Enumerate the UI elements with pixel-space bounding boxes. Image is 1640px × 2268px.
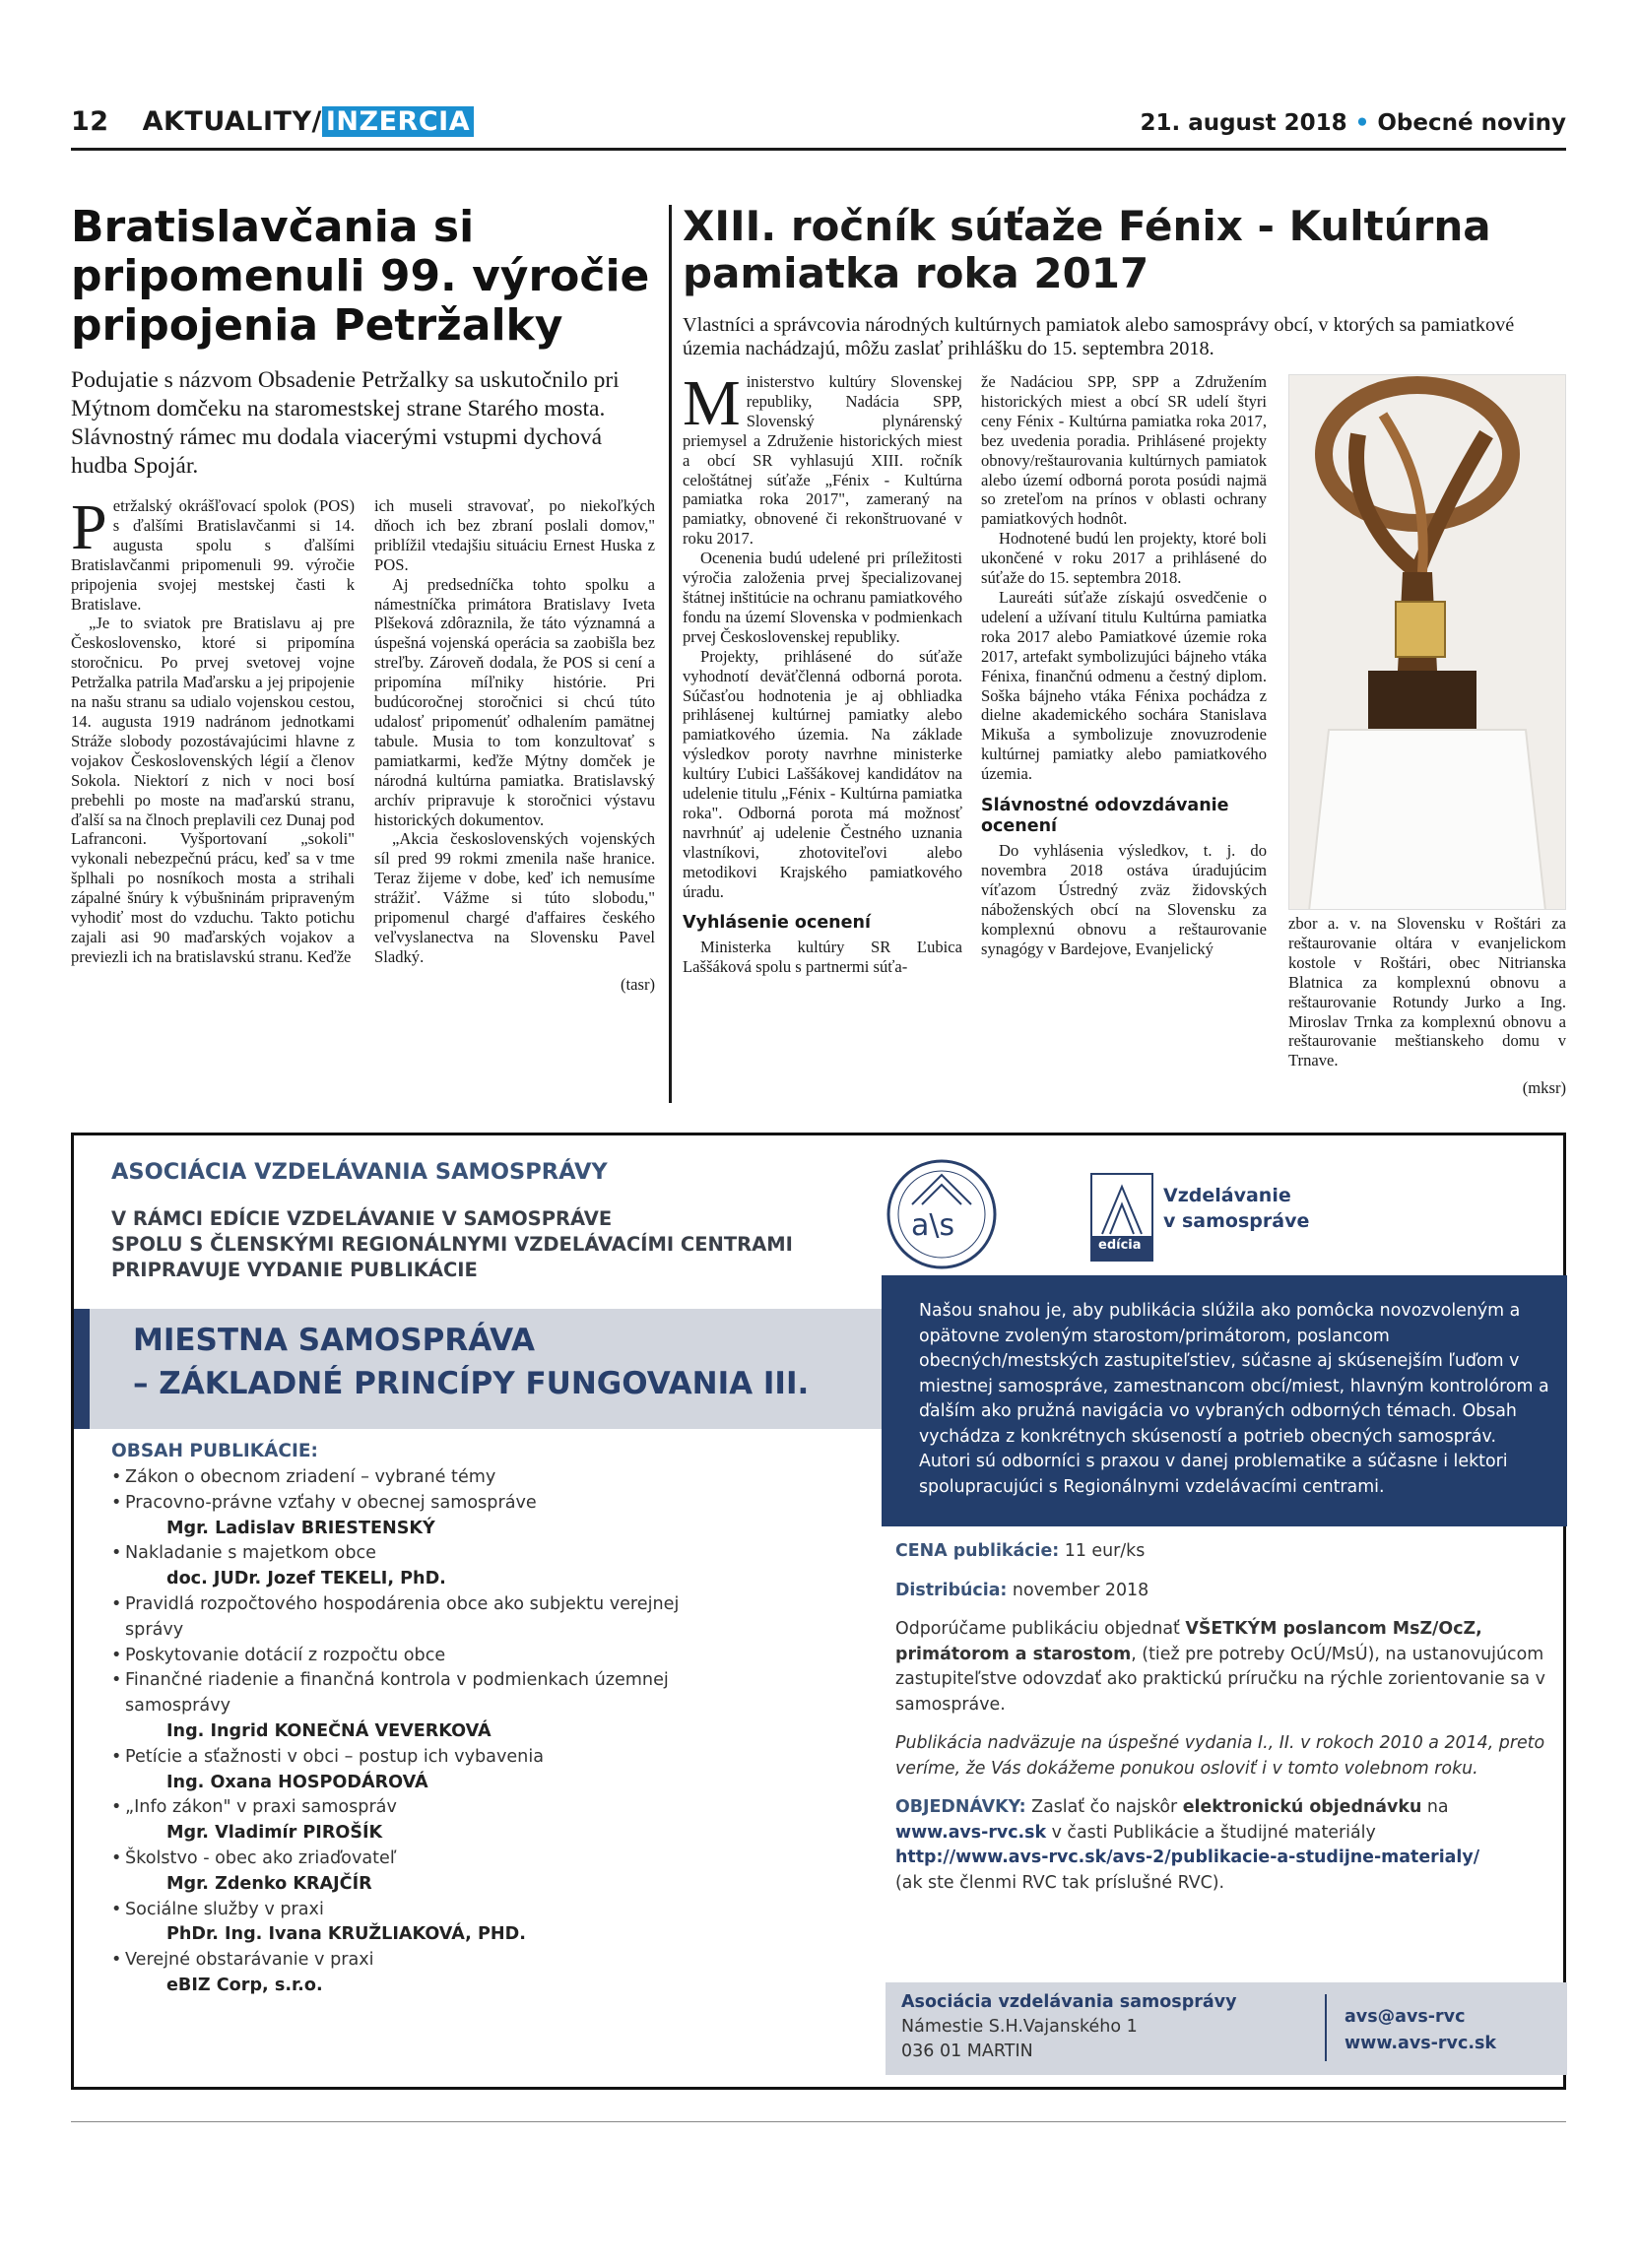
- header-right: [1140, 110, 1566, 136]
- orders-info: OBJEDNÁVKY: Zaslať čo najskôr elektronickú objednávku na www.avs-rvc.sk v časti Publikácie a študijné materiály http://www.avs-rvc.sk/avs-2/publikacie-a-studijne-materialy/ (ak ste členmi RVC tak príslušné RVC).: [895, 1797, 1480, 1893]
- series-note: Publikácia nadväzuje na úspešné vydania I., II. v rokoch 2010 a 2014, preto veríme, že Vás dokážeme ponukou osloviť i v tomto volebnom roku.: [895, 1733, 1545, 1779]
- article-paragraph: Hodnotené budú len projekty, ktoré boli ukončené v roku 2017 a prihlásené do súťaže do 15. septembra 2018.: [981, 529, 1267, 588]
- article-paragraph: zbor a. v. na Slovensku v Roštári za reštaurovanie oltára v evanjelickom kostole v Roštári, obec Nitrianska Blatnica za komplexnú obnovu a reštaurovanie Rotundy Jurko a Ing. Miroslav Trnka za komplexnú obnovu a reštaurovanie meštianskeho domu v Trnave.: [1288, 914, 1566, 1070]
- publication-title-band: [74, 1309, 929, 1429]
- ad-organization: ASOCIÁCIA VZDELÁVANIA SAMOSPRÁVY: [111, 1159, 608, 1185]
- publication-title-1: MIESTNA SAMOSPRÁVA: [133, 1323, 535, 1358]
- contents-item: samosprávy: [125, 1696, 231, 1717]
- postal-address: Asociácia vzdelávania samosprávy Námestie S.H.Vajanského 1 036 01 MARTIN: [901, 1992, 1237, 2061]
- article-paragraph: „Je to sviatok pre Bratislavu aj pre Československo, ktoré si pripomína storočnicu. Po prvej svetovej vojne Petržalka patrila Maďarsku a jej pripojenie na našu stranu sa udialo vojenskou cestou, 14. augusta 1919 nadránom jednotkami Stráže slobody pozostávajúcimi hlavne z vojakov Československých légií a členov Sokola. Niektorí z nich v noci bosí prebehli po moste na maďarskú stranu, ďalší sa na člnoch preplavili cez Dunaj pod Lafranconi. Vyšportovaní „sokoli" vykonali nebezpečnú prácu, keď sa v tme šplhali po nosníkoch mosta a strihali zápalné šnúry k výbušninám pripraveným vyhodiť most do vzduchu. Takto potichu zajali asi 90 maďarských vojakov a previezli ich na bratislavskú stranu. Keďže: [71, 614, 355, 966]
- left-article-title: Bratislavčania si pripomenuli 99. výročie pripojenia Petržalky: [71, 202, 650, 351]
- article-paragraph: Ministerka kultúry SR Ľubica Laššáková spolu s partnermi súťa-: [683, 938, 962, 977]
- ad-logos: [868, 1155, 1311, 1273]
- article-paragraph: ich museli stravovať, po niekoľkých dňoch ich bez zbraní poslali domov," priblížil vtedajšiu situáciu Ernest Huska z POS.: [374, 496, 655, 574]
- subheading: Slávnostné odovzdávanie ocenení: [981, 796, 1229, 837]
- right-article-col-1: [683, 367, 962, 977]
- right-article-lead: Vlastníci a správcovia národných kultúrnych pamiatok alebo samosprávy obcí, v ktorých sa pamiatkové územia nachádzajú, môžu zaslať prihlášku do 15. septembra 2018.: [683, 314, 1515, 359]
- contents-item: • Poskytovanie dotácií z rozpočtu obce: [111, 1644, 860, 1669]
- website-link[interactable]: www.avs-rvc.sk: [895, 1822, 1047, 1843]
- separator-dot: •: [1354, 110, 1370, 136]
- contents-item: • Zákon o obecnom zriadení – vybrané témy: [111, 1465, 860, 1491]
- ad-contact-footer: [886, 1982, 1567, 2075]
- right-article-col-2: [981, 372, 1267, 958]
- article-paragraph: Projekty, prihlásené do súťaže vyhodnotí deväťčlenná odborná porota. Súčasťou hodnotenia je aj obhliadka prihlásenej kultúrnej pamiatky alebo pamiatkového územia. Na základe výsledkov poroty navrhne ministerke kultúry Ľubici Laššákovej kandidátov na udelenie titulu „Fénix - Kultúrna pamiatka roka". Odborná porota má možnosť navrhnúť aj udelenie Čestného uznania vlastníkovi, zhotoviteľovi alebo metodikovi Krajského pamiatkového úradu.: [683, 646, 962, 901]
- ad-details: [895, 1539, 1545, 1896]
- contents-item: • Verejné obstarávanie v praxi: [111, 1948, 860, 1974]
- author-name: Ing. Ingrid KONEČNÁ VEVERKOVÁ: [166, 1720, 492, 1741]
- ad-description-box: Našou snahou je, aby publikácia slúžila ako pomôcka novozvoleným a opätovne zvoleným starostom/primátorom, poslancom obecných/mestských zastupiteľstiev, súčasne aj skúsenejším ľuďom v miestnej samospráve, zamestnancom obcí/miest, hlavným kontrolórom a ďalším ako pružná navigácia vo vybraných odborných témach. Obsah vychádza z konkrétnych skúseností a potrieb obecných samospráv. Autori sú odborníci s praxou v danej problematike a súčasne i lektori spolupracujúci s Regionálnymi vzdelávacími centrami.: [882, 1275, 1567, 1526]
- paper-name: Obecné noviny: [1377, 110, 1566, 136]
- footer-divider: [1325, 1994, 1327, 2061]
- contents-item: • Petície a sťažnosti v obci – postup ich vybavenia: [111, 1745, 860, 1771]
- price-line: CENA publikácie: 11 eur/ks: [895, 1541, 1146, 1561]
- article-paragraph: Ocenenia budú udelené pri príležitosti výročia založenia prvej špecializovanej štátnej inštitúcie na ochranu pamiatkového fondu na území Slovenska v podmienkach prvej Československej republiky.: [683, 549, 962, 646]
- bottom-rule: [71, 2121, 1566, 2122]
- email-link[interactable]: avs@avs-rvc: [1345, 2007, 1466, 2027]
- ad-intro: V RÁMCI EDÍCIE VZDELÁVANIE V SAMOSPRÁVE SPOLU S ČLENSKÝMI REGIONÁLNYMI VZDELÁVACÍMI CENTRAMI PRIPRAVUJE VYDANIE PUBLIKÁCIE: [111, 1207, 793, 1281]
- author-name: Mgr. Ladislav BRIESTENSKÝ: [166, 1518, 435, 1538]
- article-paragraph: Ministerstvo kultúry Slovenskej republiky, Nadácia SPP, Slovenský plynárenský priemysel a Združenie historických miest a obcí SR vyhlasujú XIII. ročník celoštátnej súťaže „Fénix - Kultúrna pamiatka roka 2017", zameraný na pamiatky, obnovené či rekonštruované v roku 2017.: [683, 367, 962, 549]
- left-article-col-2: [374, 496, 655, 995]
- column-divider: [669, 205, 672, 1103]
- article-signature: (mksr): [1522, 1078, 1566, 1098]
- distribution-line: Distribúcia: november 2018: [895, 1580, 1149, 1600]
- author-name: doc. JUDr. Jozef TEKELI, PhD.: [166, 1569, 446, 1589]
- phoenix-trophy-photo: [1288, 374, 1566, 910]
- contents-item: • Školstvo - obec ako zriaďovateľ: [111, 1847, 860, 1872]
- author-name: Ing. Oxana HOSPODÁROVÁ: [166, 1772, 428, 1792]
- contents-heading: OBSAH PUBLIKÁCIE:: [111, 1441, 318, 1461]
- recommendation: Odporúčame publikáciu objednať VŠETKÝM poslancom MsZ/OcZ, primátorom a starostom, (tiež pre potreby OcÚ/MsÚ), na ustanovujúcom zastupiteľstve odovzdať ako praktickú príručku na rýchle zorientovanie sa v samospráve.: [895, 1619, 1545, 1715]
- header-rule: [71, 148, 1566, 151]
- subheading: Vyhlásenie ocenení: [683, 913, 871, 934]
- page-header: [71, 102, 1566, 150]
- contents-item: • Pravidlá rozpočtového hospodárenia obce ako subjektu verejnej: [111, 1592, 860, 1618]
- contents-item: správy: [125, 1619, 184, 1640]
- right-article-title: XIII. ročník súťaže Fénix - Kultúrna pamiatka roka 2017: [683, 202, 1491, 297]
- contents-item: • Sociálne služby v praxi: [111, 1898, 860, 1923]
- contents-item: • Nakladanie s majetkom obce: [111, 1541, 860, 1567]
- drop-cap: M: [683, 367, 741, 439]
- left-article-col-1: [71, 491, 355, 967]
- author-name: Mgr. Vladimír PIROŠÍK: [166, 1823, 383, 1844]
- publication-contents: [111, 1441, 860, 1999]
- contact-links: [1345, 2004, 1496, 2057]
- article-paragraph: že Nadáciou SPP, SPP a Združením historických miest a obcí SR udelí štyri ceny Fénix - Kultúrna pamiatka roka 2017, bez uvedenia poradia. Prihlásené projekty obnovy/reštaurovania kultúrnych pamiatok alebo území odborná porota posúdi najmä so zreteľom na prínos v oblasti ochrany pamiatkových hodnôt.: [981, 372, 1267, 529]
- edition-name: Vzdelávanie v samospráve: [1163, 1185, 1310, 1232]
- edicia-logo-icon: edícia: [1090, 1173, 1153, 1262]
- author-name: Mgr. Zdenko KRAJČÍR: [166, 1873, 372, 1894]
- author-name: eBIZ Corp, s.r.o.: [166, 1975, 323, 1995]
- drop-cap: P: [71, 491, 107, 563]
- section-highlight: INZERCIA: [322, 106, 474, 137]
- article-paragraph: Aj predsedníčka tohto spolku a námestníčka primátora Bratislavy Iveta Plšeková zdôraznila, že táto významná a úspešná vojenská operácia sa zaobišla bez streľby. Zároveň dodala, že POS si cení a pripomína míľniky histórie. Pri budúcoročnej storočnici si chcú túto udalosť pripomenúť odhalením pamätnej tabule. Musia to tom konzultovať s pamiatkarmi, keďže Mýtny domček je národná kultúrna pamiatka. Bratislavský archív pripravuje k storočnici výstavu historických dokumentov.: [374, 574, 655, 829]
- article-signature: (tasr): [620, 974, 655, 994]
- trophy-illustration: [1289, 375, 1566, 910]
- contents-item: • Pracovno-právne vzťahy v obecnej samospráve: [111, 1491, 860, 1517]
- advertisement: [71, 1133, 1566, 2090]
- article-paragraph: „Akcia československých vojenských síl pred 99 rokmi zmenila naše hranice. Teraz žijeme v dobe, keď ich nemusíme strážiť. Vážme si túto slobodu," pripomenul chargé d'affaires českého veľvyslanectva na Slovensku Pavel Sladký.: [374, 829, 655, 966]
- author-name: PhDr. Ing. Ivana KRUŽLIAKOVÁ, PHD.: [166, 1924, 526, 1945]
- contents-item: • „Info zákon" v praxi samospráv: [111, 1795, 860, 1821]
- publications-url-link[interactable]: http://www.avs-rvc.sk/avs-2/publikacie-a-studijne-materialy/: [895, 1847, 1480, 1867]
- publication-title-2: – ZÁKLADNÉ PRINCÍPY FUNGOVANIA III.: [133, 1366, 810, 1401]
- section-name: AKTUALITY/: [142, 106, 322, 137]
- issue-date: 21. august 2018: [1140, 110, 1347, 136]
- article-paragraph: Petržalský okrášľovací spolok (POS) s ďalšími Bratislavčanmi si 14. augusta spolu s ďalšími Bratislavčanmi pripomenuli 99. výročie pripojenia svojej mestskej časti k Bratislave.: [71, 491, 355, 614]
- header-left: [71, 106, 474, 137]
- contents-item: • Finančné riadenie a finančná kontrola v podmienkach územnej: [111, 1668, 860, 1694]
- contents-list: [111, 1465, 860, 1999]
- left-article-lead: Podujatie s názvom Obsadenie Petržalky sa uskutočnilo pri Mýtnom domčeku na staromestskej strane Starého mosta. Slávnostný rámec mu dodala viacerými vstupmi dychová hudba Spojár.: [71, 367, 620, 479]
- article-paragraph: Laureáti súťaže získajú osvedčenie o udelení a užívaní titulu Kultúrna pamiatka roka 2017 alebo Pamiatkové územie roka 2017, artefakt symbolizujúci bájneho vtáka Fénixa, finančnú odmenu a čestný diplom. Soška bájneho vtáka Fénixa pochádza z dielne akademického sochára Stanislava Mikuša a symbolizuje znovuzrodenie kultúrnej pamiatky alebo pamiatkového územia.: [981, 587, 1267, 784]
- web-link[interactable]: www.avs-rvc.sk: [1345, 2034, 1497, 2053]
- article-paragraph: Do vyhlásenia výsledkov, t. j. do novembra 2018 ostáva úradujúcim víťazom Ústredný zväz židovských náboženských obcí na Slovensku za komplexnú obnovu a reštaurovanie synagógy v Bardejove, Evanjelický: [981, 841, 1267, 958]
- avs-logo-icon: a\s: [868, 1155, 1016, 1273]
- page-number: 12: [71, 106, 109, 137]
- right-article-col-3: [1288, 914, 1566, 1098]
